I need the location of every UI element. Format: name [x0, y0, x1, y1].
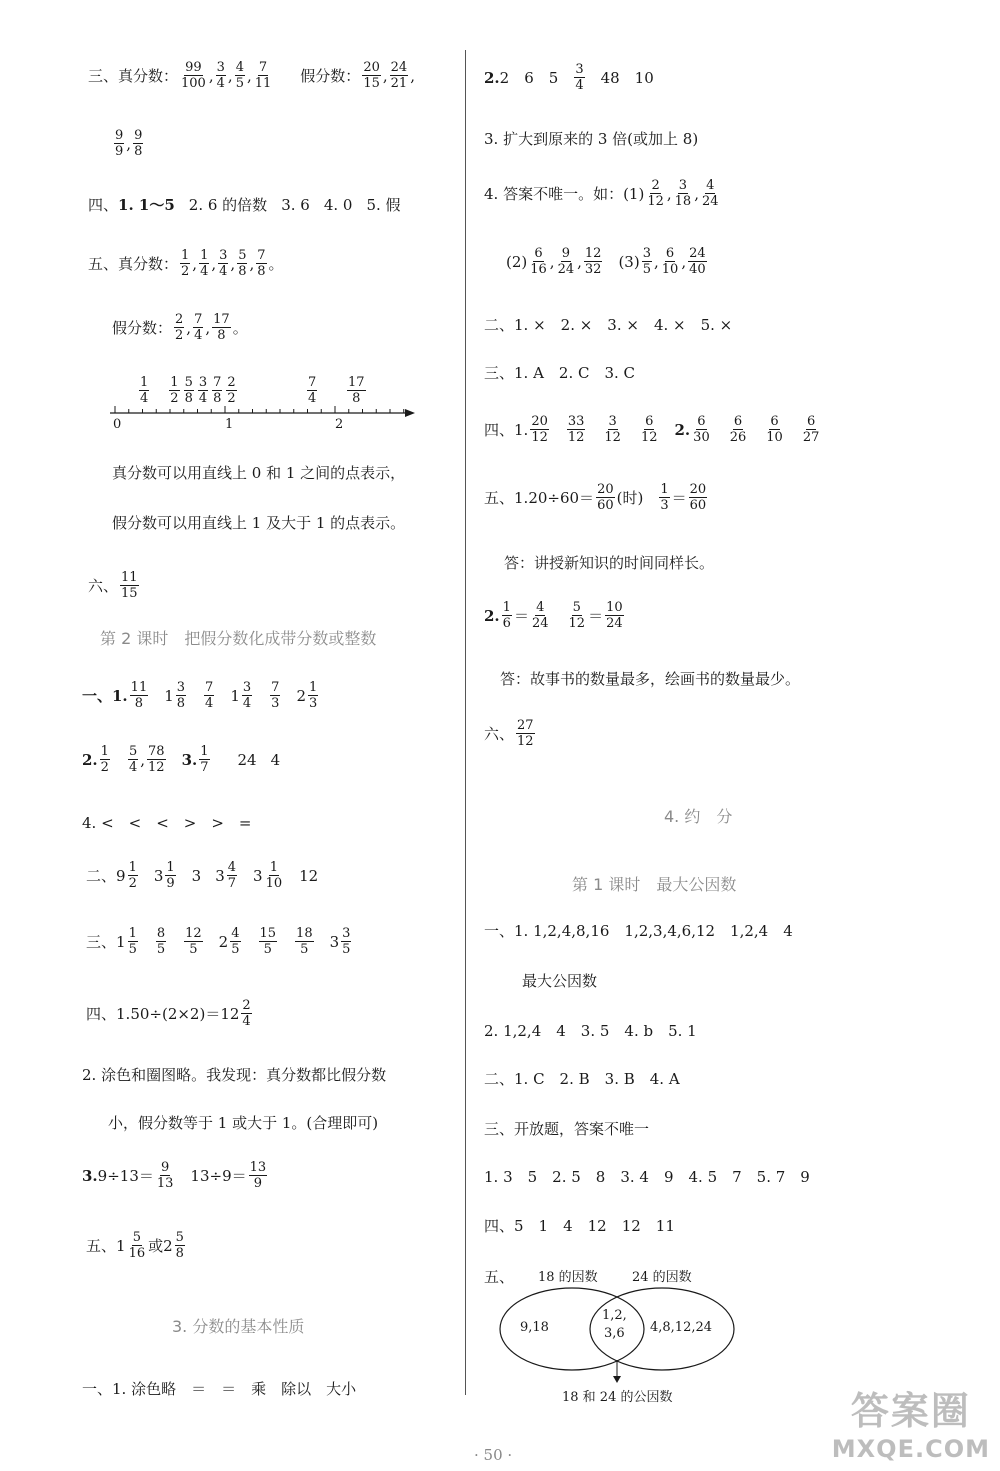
frac: $\frac{4}{5}$ — [235, 60, 244, 91]
watermark-logo: 答案圈 MXQE.COM — [831, 1389, 990, 1463]
venn-right-title: 24 的因数 — [632, 1270, 692, 1285]
column-divider — [465, 50, 466, 1395]
left-line-15: 2. 涂色和圈图略。我发现：真分数都比假分数 — [82, 1066, 387, 1084]
left-line-2: $\frac{9}{9}$ , $\frac{9}{8}$ — [115, 128, 143, 159]
venn-mid-values-1: 1,2, — [602, 1308, 627, 1323]
number-line-frac: $\frac{7}{4}$ — [308, 375, 317, 406]
left-line-12: 二、 9 $\frac{1}{2}$ 3 $\frac{1}{9}$ 3 3 $\frac{4}{7}$ 3 $\frac{1}{10}$ 12 — [86, 860, 319, 891]
right-line-13: 一、1. 1,2,4,8,16 1,2,3,4,6,12 1,2,4 4 — [484, 922, 793, 940]
frac: $\frac{24}{21}$ — [390, 60, 408, 91]
frac: $\frac{9}{8}$ — [134, 128, 143, 159]
right-line-4: (2) $\frac{6}{16}$ , $\frac{9}{24}$ , $\frac{12}{32}$ (3) $\frac{3}{5}$ , $\frac{6}{10}$ , $\frac{24}{40}$ — [506, 246, 706, 277]
venn-label: 五、 — [484, 1268, 515, 1286]
right-line-15: 2. 1,2,4 4 3. 5 4. b 5. 1 — [484, 1022, 697, 1040]
right-line-1: 2. 2 6 5 $\frac{3}{4}$ 48 10 — [484, 62, 654, 93]
frac: $\frac{20}{15}$ — [363, 60, 380, 91]
venn-right-values: 4,8,12,24 — [650, 1320, 713, 1335]
section-title: 第 2 课时 把假分数化成带分数或整数 — [100, 629, 377, 648]
venn-left-values: 9,18 — [520, 1320, 549, 1335]
right-line-7: 四、1. $\frac{20}{12}$ $\frac{33}{12}$ $\frac{3}{12}$ $\frac{6}{12}$ 2. $\frac{6}{30}$ $\frac{6}{26}$ $\frac{6}{10}$ $\frac{6}{27}$ — [484, 414, 820, 445]
venn-mid-values-2: 3,6 — [604, 1326, 625, 1341]
left-line-7: 假分数可以用直线上 1 及大于 1 的点表示。 — [112, 514, 406, 532]
tick-label: 1 — [225, 417, 234, 432]
left-line-8: 六、 $\frac{11}{15}$ — [88, 570, 138, 601]
left-line-3: 四、 1. 1～5 2. 6 的倍数 3. 6 4. 0 5. 假 — [88, 195, 401, 214]
right-line-2: 3. 扩大到原来的 3 倍(或加上 8) — [484, 130, 699, 148]
venn-diagram — [480, 1262, 760, 1412]
left-line-5: 假分数： $\frac{2}{2}$ , $\frac{7}{4}$ , $\frac{17}{8}$ 。 — [112, 312, 248, 343]
right-line-14: 最大公因数 — [522, 972, 598, 990]
section-title: 4. 约 分 — [664, 807, 733, 826]
left-line-6: 真分数可以用直线上 0 和 1 之间的点表示， — [112, 464, 406, 482]
left-line-9: 一、1. $\frac{11}{8}$ 1 $\frac{3}{8}$ $\frac{7}{4}$ 1 $\frac{3}{4}$ $\frac{7}{3}$ 2 $\frac{1}{3}$ — [82, 680, 318, 711]
right-line-12: 六、 $\frac{27}{12}$ — [484, 718, 534, 749]
number-line — [105, 375, 425, 435]
left-line-13: 三、 1 $\frac{1}{5}$ $\frac{8}{5}$ $\frac{12}{5}$ 2 $\frac{4}{5}$ $\frac{15}{5}$ $\frac{18}{5}$ 3 $\frac{3}{5}$ — [86, 926, 351, 957]
right-line-5: 二、1. × 2. × 3. × 4. × 5. × — [484, 316, 733, 334]
left-line-18: 五、 1 $\frac{5}{16}$ 或 2 $\frac{5}{8}$ — [86, 1230, 184, 1261]
left-line-10: 2. $\frac{1}{2}$ $\frac{5}{4}$ , $\frac{78}{12}$ 3. $\frac{1}{7}$ 24 4 — [82, 744, 281, 775]
left-line-14: 四、1. 50÷(2×2)＝12 $\frac{2}{4}$ — [86, 998, 251, 1029]
right-line-10: 2. $\frac{1}{6}$ ＝ $\frac{4}{24}$ $\frac{5}{12}$ ＝ $\frac{10}{24}$ — [484, 600, 623, 631]
left-line-1: 三、真分数： $\frac{99}{100}$ , $\frac{3}{4}$ , $\frac{4}{5}$ , $\frac{7}{11}$ 假分数： $\frac{20}{15}$ , $\frac{24}{21}$ , — [88, 60, 415, 91]
right-line-16: 二、1. C 2. B 3. B 4. A — [484, 1070, 680, 1088]
left-line-19: 一、1. 涂色略 ＝ ＝ 乘 除以 大小 — [82, 1380, 357, 1398]
frac: $\frac{9}{9}$ — [115, 128, 124, 159]
right-line-19: 四、5 1 4 12 12 11 — [484, 1217, 675, 1235]
venn-left-title: 18 的因数 — [538, 1270, 598, 1285]
right-line-18: 1. 3 5 2. 5 8 3. 4 9 4. 5 7 5. 7 9 — [484, 1168, 810, 1186]
section-title: 第 1 课时 最大公因数 — [572, 875, 737, 894]
right-line-17: 三、开放题，答案不唯一 — [484, 1120, 650, 1138]
frac: $\frac{99}{100}$ — [181, 60, 206, 91]
right-line-3: 4. 答案不唯一。如：(1) $\frac{2}{12}$ , $\frac{3}{18}$ , $\frac{4}{24}$ — [484, 178, 719, 209]
tick-label: 2 — [335, 417, 344, 432]
frac: $\frac{3}{4}$ — [216, 60, 225, 91]
tick-label: 0 — [113, 417, 122, 432]
section-title: 3. 分数的基本性质 — [172, 1317, 305, 1336]
left-line-4: 五、真分数： $\frac{1}{2}$ , $\frac{1}{4}$ , $\frac{3}{4}$ , $\frac{5}{8}$ , $\frac{7}{8}$ 。 — [88, 248, 284, 279]
left-line-11: 4. < < < > > = — [82, 814, 252, 832]
number-line-fracs-a: $\frac{1}{4}$ $\frac{1}{2}$ $\frac{5}{8}$ $\frac{3}{4}$ $\frac{7}{8}$ $\frac{2}{2}$ — [140, 375, 236, 406]
right-line-9: 答：讲授新知识的时间同样长。 — [504, 554, 715, 572]
page-number: · 50 · — [474, 1446, 513, 1464]
number-line-frac: $\frac{17}{8}$ — [348, 375, 365, 406]
right-line-8: 五、1. 20÷60＝ $\frac{20}{60}$ (时) $\frac{1}{3}$ ＝ $\frac{20}{60}$ — [484, 482, 707, 513]
left-line-16: 小，假分数等于 1 或大于 1。(合理即可) — [108, 1114, 379, 1132]
left-line-17: 3. 9÷13＝ $\frac{9}{13}$ 13÷9＝ $\frac{13}{9}$ — [82, 1160, 267, 1191]
right-line-6: 三、1. A 2. C 3. C — [484, 364, 636, 382]
right-line-11: 答：故事书的数量最多，绘画书的数量最少。 — [500, 670, 801, 688]
venn-common-caption: 18 和 24 的公因数 — [562, 1390, 673, 1405]
frac: $\frac{7}{11}$ — [254, 60, 272, 91]
